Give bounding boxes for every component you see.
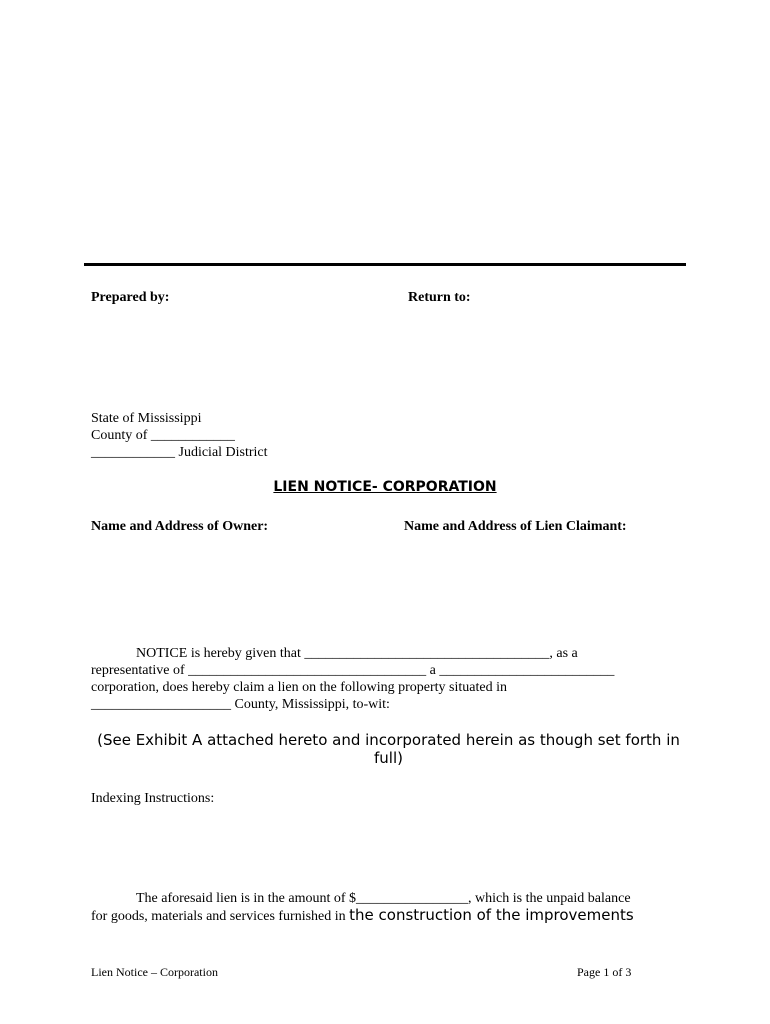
prepared-by-label: Prepared by: — [91, 290, 170, 305]
return-to-label: Return to: — [408, 290, 471, 305]
notice-line: ____________________ County, Mississippi, to-wit: — [91, 697, 390, 712]
lien-claimant-heading: Name and Address of Lien Claimant: — [404, 519, 627, 534]
owner-heading: Name and Address of Owner: — [91, 519, 269, 534]
judicial-district-line: ____________ Judicial District — [91, 445, 268, 460]
footer-title: Lien Notice – Corporation — [91, 965, 218, 979]
notice-line: corporation, does hereby claim a lien on the following property situated in — [91, 680, 507, 695]
document-title: LIEN NOTICE- CORPORATION — [273, 479, 497, 495]
notice-line: NOTICE is hereby given that ___________________________________, as a — [136, 646, 578, 661]
amount-line-sans-part: the construction of the improvements — [349, 906, 634, 924]
header-divider — [84, 263, 686, 266]
page-number: Page 1 of 3 — [577, 965, 632, 979]
amount-line — [91, 907, 680, 925]
notice-line: representative of __________________________________ a _________________________ — [91, 663, 615, 678]
amount-line: The aforesaid lien is in the amount of $________________, which is the unpaid balance — [136, 891, 631, 906]
state-line: State of Mississippi — [91, 411, 202, 426]
indexing-instructions-label: Indexing Instructions: — [91, 791, 215, 806]
notice-paragraph — [91, 645, 691, 713]
county-line: County of ____________ — [91, 428, 235, 443]
exhibit-reference: (See Exhibit A attached hereto and incorporated herein as though set forth in full) — [97, 731, 680, 767]
amount-line-serif-part: for goods, materials and services furnished in — [91, 909, 346, 924]
